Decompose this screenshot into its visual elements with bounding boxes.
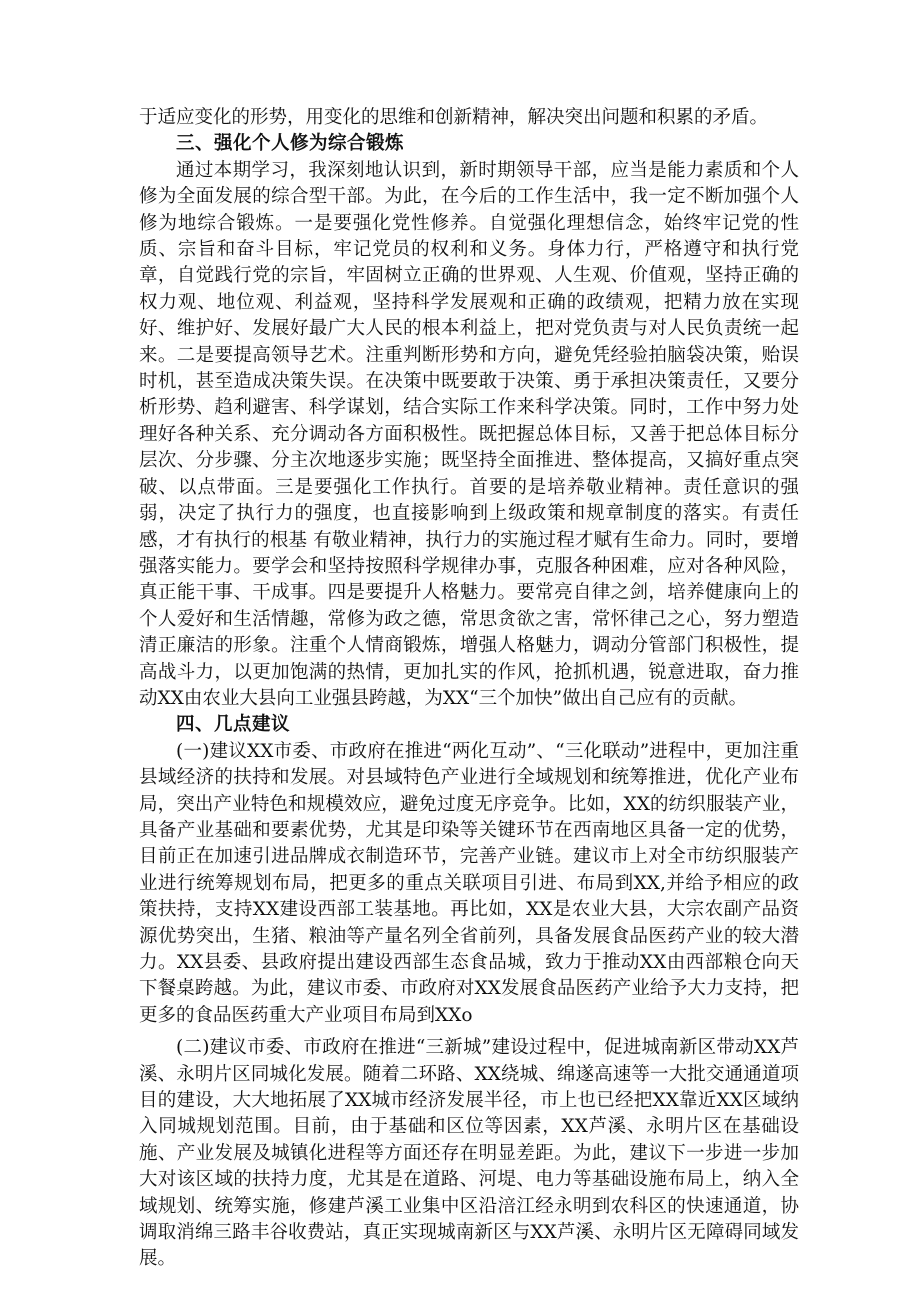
document-body — [139, 105, 799, 1273]
section-heading-4: 四、几点建议 — [176, 714, 291, 736]
section-heading-3: 三、强化个人修为综合锻炼 — [176, 133, 405, 155]
paragraph-suggestion-2: (二)建议市委、市政府在推进“三新城”建设过程中，促进城南新区带动XX芦溪、永明片区同城化发展。随着二环路、XX绕城、绵遂高速等一大批交通通道项目的建设，大大地拓展了XX城市经济发展半径，市上也已经把XX靠近XX区域纳入同城规划范围。目前，由于基础和区位等因素，XX芦溪、永明片区在基础设施、产业发展及城镇化进程等方面还存在明显差距。为此，建议下一步进一步加大对该区域的扶持力度，尤其是在道路、河堤、电力等基础设施布局上，纳入全域规划、统筹实施，修建芦溪工业集中区沿涪江经永明到农科区的快速通道，协调取消绵三路丰谷收费站，真正实现城南新区与XX芦溪、永明片区无障碍同域发展。 — [139, 1037, 799, 1270]
paragraph-self-cultivation: 通过本期学习，我深刻地认识到，新时期领导干部，应当是能力素质和个人修为全面发展的综合型干部。为此，在今后的工作生活中，我一定不断加强个人修为地综合锻炼。一是要强化党性修养。自觉强化理想信念，始终牢记党的性质、宗旨和奋斗目标，牢记党员的权利和义务。身体力行，严格遵守和执行党章，自觉践行党的宗旨，牢固树立正确的世界观、人生观、价值观，坚持正确的权力观、地位观、利益观，坚持科学发展观和正确的政绩观，把精力放在实现好、维护好、发展好最广大人民的根本利益上，把对党负责与对人民负责统一起来。二是要提高领导艺术。注重判断形势和方向，避免凭经验拍脑袋决策，贻误时机，甚至造成决策失误。在决策中既要敢于决策、勇于承担决策责任，又要分析形势、趋利避害、科学谋划，结合实际工作来科学决策。同时，工作中努力处理好各种关系、充分调动各方面积极性。既把握总体目标，又善于把总体目标分层次、分步骤、分主次地逐步实施；既坚持全面推进、整体提高，又搞好重点突破、以点带面。三是要强化工作执行。首要的是培养敬业精神。责任意识的强弱，决定了执行力的强度，也直接影响到上级政策和规章制度的落实。有责任感，才有执行的根基 有敬业精神，执行力的实施过程才赋有生命力。同时，要增强落实能力。要学会和坚持按照科学规律办事，克服各种困难，应对各种风险，真正能干事、干成事。四是要提升人格魅力。要常亮自律之剑，培养健康向上的个人爱好和生活情趣，常修为政之德，常思贪欲之害，常怀律己之心，努力塑造清正廉洁的形象。注重个人情商锻炼，增强人格魅力，调动分管部门积极性，提高战斗力，以更加饱满的热情，更加扎实的作风，抢抓机遇，锐意进取，奋力推动XX由农业大县向工业强县跨越，为XX“三个加快”做出自己应有的贡献。 — [139, 159, 799, 709]
paragraph-suggestion-1: (一)建议XX市委、市政府在推进“两化互动”、“三化联动”进程中，更加注重县域经济的扶持和发展。对县域特色产业进行全域规划和统筹推进，优化产业布局，突出产业特色和规模效应，避免过度无序竞争。比如，XX的纺织服装产业，具备产业基础和要素优势，尤其是印染等关键环节在西南地区具备一定的优势，目前正在加速引进品牌成衣制造环节，完善产业链。建议市上对全市纺织服装产业进行统筹规划布局，把更多的重点关联项目引进、布局到XX,并给予相应的政策扶持，支持XX建设西部工装基地。再比如，XX是农业大县，大宗农副产品资源优势突出，生猪、粮油等产量名列全省前列，具备发展食品医药产业的较大潜力。XX县委、县政府提出建设西部生态食品城，致力于推动XX由西部粮仓向天下餐桌跨越。为此，建议市委、市政府对XX发展食品医药产业给予大力支持，把更多的食品医药重大产业项目布局到XXo — [139, 740, 799, 1026]
paragraph-continuation: 于适应变化的形势，用变化的思维和创新精神，解决突出问题和积累的矛盾。 — [139, 107, 769, 128]
